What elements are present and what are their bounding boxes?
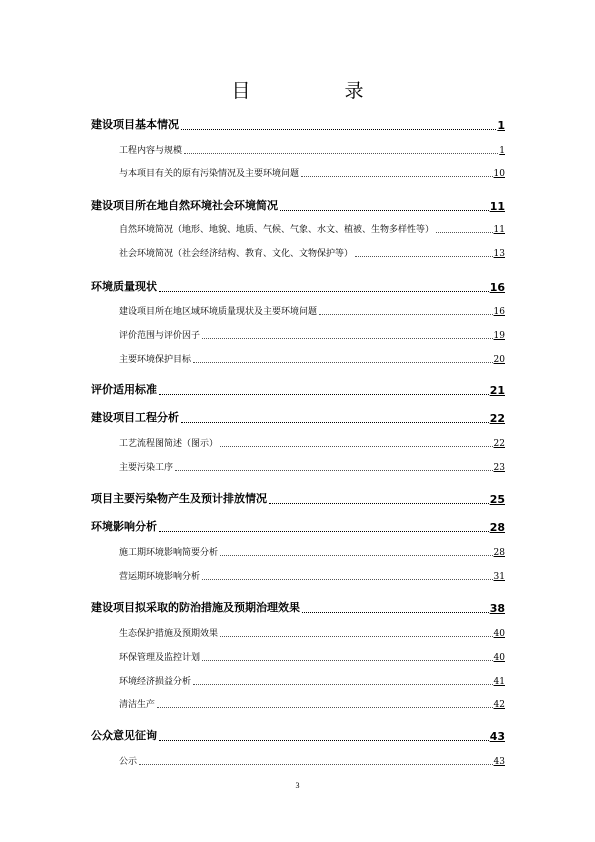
leader-dots (193, 683, 493, 685)
toc-entry[interactable] (91, 518, 505, 534)
leader-dots (220, 635, 493, 637)
leader-dots (159, 530, 489, 532)
toc-entry[interactable] (119, 697, 505, 710)
leader-dots (355, 255, 493, 257)
leader-dots (202, 337, 493, 339)
leader-dots (319, 313, 493, 315)
toc-entry[interactable] (91, 116, 505, 132)
toc-entry-label: 建设项目工程分析 (91, 411, 179, 424)
toc-page-number: 40 (493, 629, 505, 639)
toc-entry[interactable] (119, 246, 505, 259)
toc-entry[interactable] (91, 490, 505, 506)
toc-page-number: 19 (493, 331, 505, 341)
leader-dots (184, 152, 498, 154)
toc-entry[interactable] (119, 352, 505, 365)
leader-dots (202, 659, 493, 661)
toc-page-number: 22 (489, 412, 505, 425)
page-number: 3 (295, 781, 300, 790)
toc-page-number: 10 (493, 169, 505, 179)
toc-page-number: 16 (489, 281, 505, 294)
toc-page-number: 28 (489, 521, 505, 534)
toc-page-number: 38 (489, 602, 505, 615)
toc-page-number: 20 (493, 355, 505, 365)
toc-entry-label: 工程内容与规模 (119, 146, 183, 156)
toc-entry-label: 主要环境保护目标 (119, 355, 192, 365)
toc-entry[interactable] (119, 545, 505, 558)
toc-entry-label: 施工期环境影响简要分析 (119, 548, 219, 558)
leader-dots (139, 763, 493, 765)
toc-entry[interactable] (119, 436, 505, 449)
toc-entry-label: 环境经济损益分析 (119, 677, 192, 687)
toc-entry-label: 营运期环境影响分析 (119, 572, 201, 582)
leader-dots (202, 578, 493, 580)
leader-dots (302, 611, 489, 613)
leader-dots (269, 502, 489, 504)
toc-page-number: 1 (499, 146, 505, 156)
toc-page-number: 1 (497, 119, 505, 132)
toc-page-number: 25 (489, 493, 505, 506)
toc-entry-label: 工艺流程图简述（图示） (119, 439, 219, 449)
toc-page-number: 41 (493, 677, 505, 687)
toc-entry[interactable] (119, 674, 505, 687)
toc-entry[interactable] (119, 569, 505, 582)
toc-entry[interactable] (91, 197, 505, 213)
toc-entry-label: 环保管理及监控计划 (119, 653, 201, 663)
toc-page-number: 21 (489, 384, 505, 397)
toc-entry-label: 主要污染工序 (119, 463, 174, 473)
toc-page-number: 16 (493, 307, 505, 317)
toc-entry-label: 环境影响分析 (91, 520, 157, 533)
toc-entry-label: 建设项目所在地区域环境质量现状及主要环境问题 (119, 307, 318, 317)
toc-entry-label: 评价适用标准 (91, 383, 157, 396)
toc-entry[interactable] (119, 650, 505, 663)
toc-entry-label: 与本项目有关的原有污染情况及主要环境问题 (119, 169, 300, 179)
toc-entry-label: 生态保护措施及预期效果 (119, 629, 219, 639)
toc-entry-label: 社会环境简况（社会经济结构、教育、文化、文物保护等） (119, 249, 354, 259)
leader-dots (157, 706, 493, 708)
toc-entry-label: 评价范围与评价因子 (119, 331, 201, 341)
leader-dots (181, 128, 496, 130)
toc-entry[interactable] (91, 599, 505, 615)
toc-entry-label: 建设项目基本情况 (91, 118, 179, 131)
leader-dots (159, 290, 489, 292)
toc-entry[interactable] (91, 278, 505, 294)
leader-dots (159, 393, 489, 395)
toc-entry-label: 建设项目拟采取的防治措施及预期治理效果 (91, 601, 300, 614)
toc-page-number: 22 (493, 439, 505, 449)
toc-entry[interactable] (119, 328, 505, 341)
toc-entry[interactable] (119, 754, 505, 767)
toc-entry-label: 项目主要污染物产生及预计排放情况 (91, 492, 267, 505)
toc-entry-label: 公众意见征询 (91, 729, 157, 742)
leader-dots (220, 554, 493, 556)
toc-entry[interactable] (119, 222, 505, 235)
toc-entry[interactable] (119, 143, 505, 156)
leader-dots (436, 231, 493, 233)
toc-page-number: 43 (493, 757, 505, 767)
leader-dots (301, 175, 493, 177)
leader-dots (193, 361, 493, 363)
toc-title: 目 录 (231, 80, 408, 102)
toc-page-number: 43 (489, 730, 505, 743)
leader-dots (220, 445, 493, 447)
toc-page-number: 11 (489, 200, 505, 213)
toc-entry[interactable] (91, 727, 505, 743)
toc-entry[interactable] (119, 166, 505, 179)
toc-entry-label: 公示 (119, 757, 138, 767)
toc-page-number: 42 (493, 700, 505, 710)
leader-dots (181, 421, 489, 423)
leader-dots (175, 469, 493, 471)
toc-entry[interactable] (91, 409, 505, 425)
toc-entry-label: 自然环境简况（地形、地貌、地质、气候、气象、水文、植被、生物多样性等） (119, 225, 435, 235)
toc-entry[interactable] (119, 304, 505, 317)
toc-page-number: 28 (493, 548, 505, 558)
toc-entry-label: 环境质量现状 (91, 280, 157, 293)
toc-page-number: 31 (493, 572, 505, 582)
leader-dots (159, 739, 489, 741)
toc-page-number: 13 (493, 249, 505, 259)
toc-page-number: 11 (493, 225, 505, 235)
toc-entry[interactable] (119, 626, 505, 639)
toc-page-number: 40 (493, 653, 505, 663)
toc-entry[interactable] (91, 381, 505, 397)
leader-dots (280, 209, 489, 211)
toc-entry-label: 清洁生产 (119, 700, 156, 710)
toc-entry-label: 建设项目所在地自然环境社会环境简况 (91, 199, 278, 212)
toc-page-number: 23 (493, 463, 505, 473)
toc-entry[interactable] (119, 460, 505, 473)
